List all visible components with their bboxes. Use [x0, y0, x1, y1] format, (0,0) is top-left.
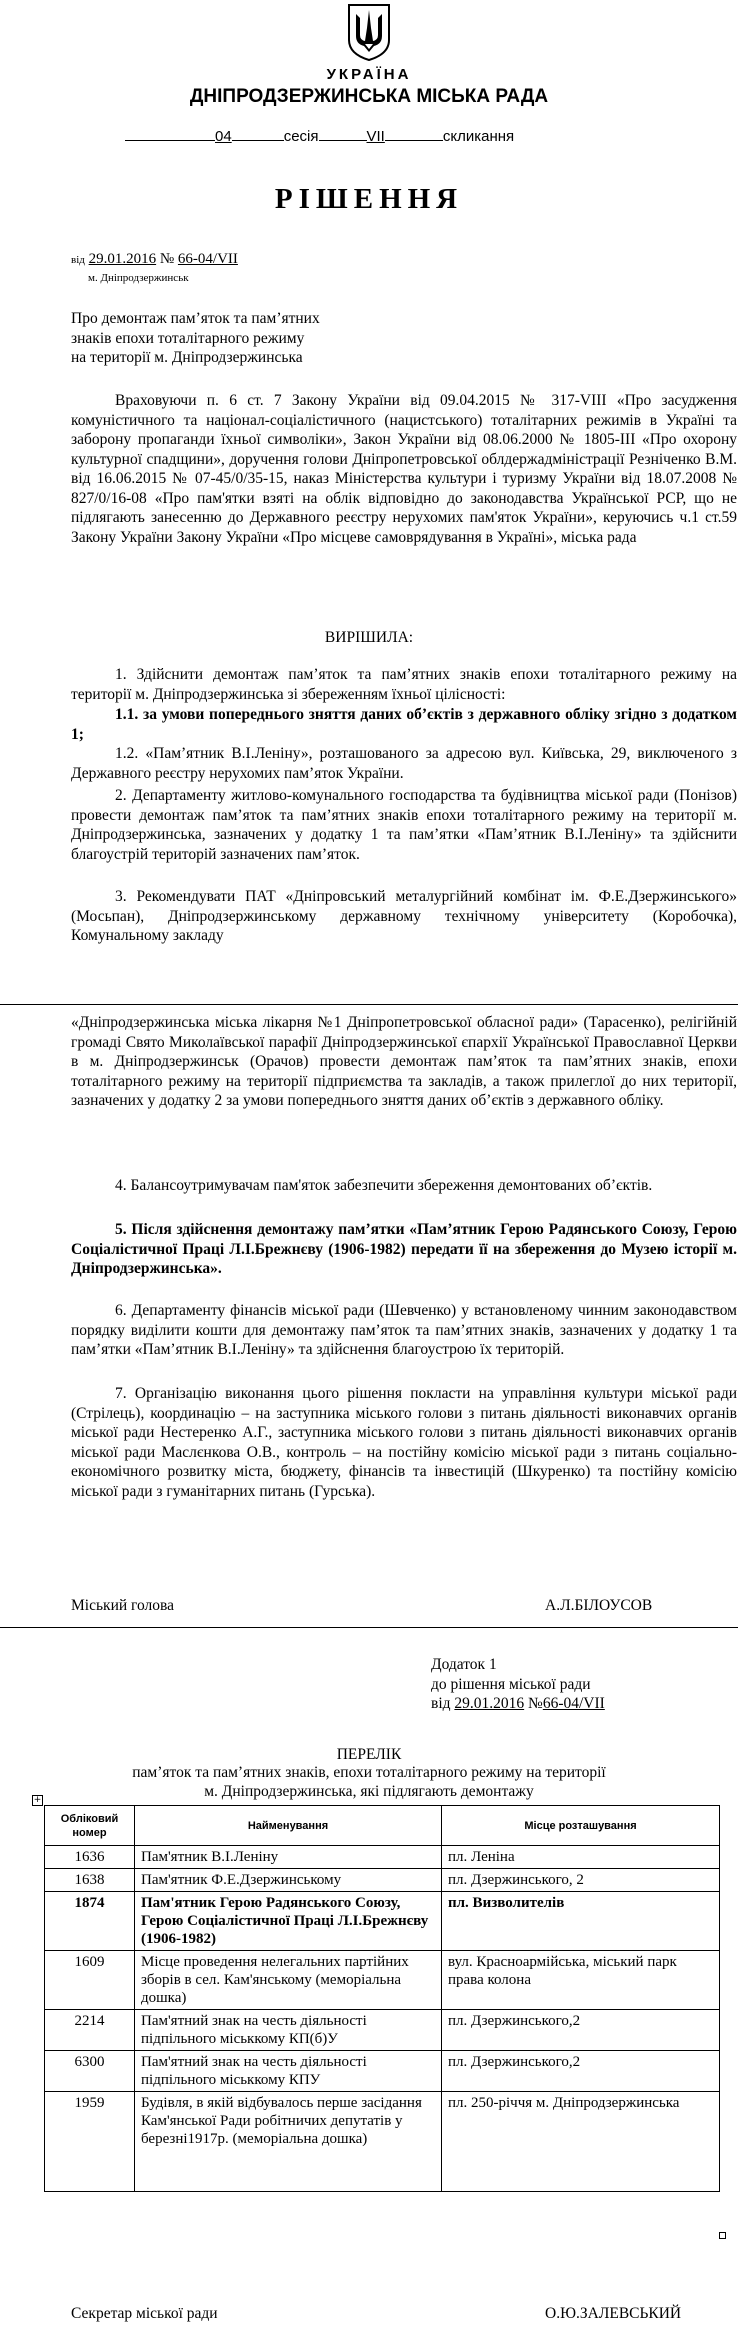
table-row	[45, 1892, 720, 1951]
convocation-number: VII	[366, 128, 385, 145]
convocation-label: скликання	[442, 128, 515, 145]
date-prefix: від	[71, 254, 85, 266]
page-break	[0, 1004, 738, 1005]
item-1: 1. Здійснити демонтаж пам’яток та пам’ятних знаків епохи тоталітарного режиму на території м. Дніпродзержинська зі збереженням їхньої цілісності:	[71, 666, 737, 703]
page-break	[0, 1627, 738, 1628]
annex-number-prefix: №	[528, 1695, 543, 1712]
annex-title: Додаток 1	[431, 1656, 497, 1673]
annex-number: 66-04/VII	[542, 1695, 605, 1712]
monument-location: пл. Дзержинського,2	[442, 2051, 720, 2092]
table-header-row	[45, 1806, 720, 1846]
table-row	[45, 2092, 720, 2192]
table-resize-handle[interactable]	[719, 2232, 726, 2239]
decision-subject	[71, 309, 320, 368]
item-6: 6. Департаменту фінансів міської ради (Шевченко) у встановленому чинним законодавством порядку виділити кошти для демонтажу пам’яток та пам’ятних знаків, зазначених у додатку 1 та пам’ятки «Пам’ятник В.І.Леніну» та здійснення благоустрою їх територій.	[71, 1302, 737, 1358]
monument-location: пл. Леніна	[442, 1846, 720, 1869]
registry-number: 1959	[45, 2092, 135, 2192]
session-label: сесія	[283, 128, 319, 145]
signature-name: А.Л.БІЛОУСОВ	[545, 1597, 653, 1614]
monument-name: Пам'ятник В.І.Леніну	[135, 1846, 442, 1869]
country-title: УКРАЇНА	[326, 66, 412, 83]
registry-number: 2214	[45, 2010, 135, 2051]
annex-date: 29.01.2016	[454, 1695, 525, 1712]
monument-location: вул. Красноармійська, міський парк права колона	[442, 1951, 720, 2010]
monument-location: пл. Дзержинського,2	[442, 2010, 720, 2051]
decision-city: м. Дніпродзержинськ	[88, 272, 189, 284]
subject-line: знаків епохи тоталітарного режиму	[71, 329, 305, 347]
monument-name: Пам'ятник Герою Радянського Союзу, Герою Соціалістичної Праці Л.І.Брежнєву (1906-1982)	[135, 1892, 442, 1951]
table-move-handle[interactable]: +	[33, 1795, 42, 1805]
table-row	[45, 1951, 720, 2010]
coat-of-arms-icon	[346, 2, 392, 62]
item-4: 4. Балансоутримувачам пам'яток забезпечити збереження демонтованих об’єктів.	[115, 1177, 653, 1194]
registry-number: 1609	[45, 1951, 135, 2010]
decision-date-line	[71, 251, 238, 268]
subject-line: Про демонтаж пам’яток та пам’ятних	[71, 310, 320, 327]
item-5: 5. Після здійснення демонтажу пам’ятки «Пам’ятник Герою Радянського Союзу, Герою Соціалістичної Праці Л.І.Брежнєву (1906-1982) передати її на збереження до Музею історії м. Дніпродзержинська».	[71, 1221, 737, 1277]
number-prefix: №	[159, 251, 175, 267]
item-2: 2. Департаменту житлово-комунального господарства та будівництва міської ради (Понізов) провести демонтаж пам’яток та пам’ятних знаків епохи тоталітарного режиму на території м. Дніпродзержинська, зазначених у додатку 1 та пам’ятки «Пам’ятник В.І.Леніну» та здійснити благоустрій територій зазначених пам’яток.	[71, 787, 737, 863]
monument-name: Пам'ятний знак на честь діяльності підпільного міськкому КПУ	[135, 2051, 442, 2092]
annex-header	[431, 1655, 605, 1714]
registry-number: 1636	[45, 1846, 135, 1869]
registry-number: 6300	[45, 2051, 135, 2092]
item-1-2: 1.2. «Пам’ятник В.І.Леніну», розташованого за адресою вул. Київська, 29, виключеного з Державного реєстру нерухомих пам’яток України.	[71, 745, 737, 782]
table-row	[45, 2010, 720, 2051]
item-1-1: 1.1. за умови попереднього зняття даних об’єктів з державного обліку згідно з додатком 1;	[71, 706, 737, 743]
table-row	[45, 2051, 720, 2092]
list-title: ПЕРЕЛІК	[336, 1746, 402, 1763]
list-subtitle: м. Дніпродзержинська, які підлягають демонтажу	[204, 1783, 534, 1800]
preamble: Враховуючи п. 6 ст. 7 Закону України від 09.04.2015 № 317-VIII «Про засудження комуністичного та націонал-соціалістичного (нацистського) тоталітарних режимів в Україні та заборону пропаганди їхньої символіки», Закон України від 08.06.2000 № 1805-ІІІ «Про охорону культурної спадщини», доручення голови Дніпропетровської облдержадміністрації Резніченко В.М. від 16.06.2015 № 07-45/0/35-15, наказ Міністерства культури і туризму України від 18.07.2008 № 827/0/16-08 «Про пам'ятки взяті на облік відповідно до законодавства Української РСР, що не підлягають занесенню до Державного реєстру нерухомих пам'яток України», керуючись ч.1 ст.59 Закону України Закону України «Про місцеве самоврядування в Україні», міська рада	[71, 392, 737, 546]
monuments-table	[44, 1805, 720, 2192]
column-header: Місце розташування	[442, 1806, 720, 1846]
registry-number: 1874	[45, 1892, 135, 1951]
decided-heading: ВИРІШИЛА:	[324, 629, 414, 646]
column-header: Обліковий номер	[45, 1806, 135, 1846]
subject-line: на території м. Дніпродзержинська	[71, 349, 303, 366]
item-3-end: «Дніпродзержинська міська лікарня №1 Дніпропетровської обласної ради» (Тарасенко), релігійній громаді Свято Миколаївської парафії Дніпродзержинської єпархії Української Православної Церкви в м. Дніпродзержинськ (Орачов) провести демонтаж пам’яток та пам’ятних знаків, епохи тоталітарного режиму на території підприємства та закладів, а також прилеглої до них території, зазначених у додатку 2 за умови попереднього зняття даних об’єктів з державного обліку.	[71, 1014, 737, 1109]
annex-ref: до рішення міської ради	[431, 1675, 591, 1693]
session-number: 04	[215, 128, 232, 145]
decision-date: 29.01.2016	[88, 251, 157, 267]
item-7: 7. Організацію виконання цього рішення покласти на управління культури міської ради (Стрілець), координацію – на заступника міського голови з питань діяльності виконавчих органів міської ради Нестеренко А.Г., заступника міського голови з питань діяльності виконавчих органів міської ради Маслєнкова О.В., контроль – на постійну комісію міської ради з питань соціально-економічного розвитку міста, бюджету, фінансів та інвестицій (Шкуренко) та постійну комісію міської ради з гуманітарних питань (Гурська).	[71, 1385, 737, 1500]
annex-date-line	[431, 1694, 605, 1714]
annex-date-prefix: від	[431, 1695, 451, 1712]
page-title: РІШЕННЯ	[274, 183, 464, 215]
session-line	[125, 128, 514, 145]
monument-location: пл. 250-річчя м. Дніпродзержинська	[442, 2092, 720, 2192]
list-subtitle: пам’яток та пам’ятних знаків, епохи тоталітарного режиму на території	[132, 1764, 606, 1781]
item-3-start: 3. Рекомендувати ПАТ «Дніпровський металургійний комбінат ім. Ф.Е.Дзержинського» (Мосьпан), Дніпродзержинському державному технічному університету (Коробочка), Комунальному закладу	[71, 888, 737, 944]
decision-number: 66-04/VII	[177, 251, 238, 267]
monument-name: Будівля, в якій відбувалось перше засідання Кам'янської Ради робітничих депутатів у березні1917р. (меморіальна дошка)	[135, 2092, 442, 2192]
monument-name: Місце проведення нелегальних партійних зборів в сел. Кам'янському (меморіальна дошка)	[135, 1951, 442, 2010]
council-title: ДНІПРОДЗЕРЖИНСЬКА МІСЬКА РАДА	[189, 86, 549, 107]
monument-location: пл. Дзержинського, 2	[442, 1869, 720, 1892]
table-row	[45, 1846, 720, 1869]
column-header: Найменування	[135, 1806, 442, 1846]
monument-name: Пам'ятний знак на честь діяльності підпільного міськкому КП(б)У	[135, 2010, 442, 2051]
table-row	[45, 1869, 720, 1892]
secretary-position: Секретар міської ради	[71, 2305, 218, 2322]
registry-number: 1638	[45, 1869, 135, 1892]
monument-location: пл. Визволителів	[442, 1892, 720, 1951]
secretary-name: О.Ю.ЗАЛЕВСЬКИЙ	[545, 2305, 682, 2322]
monument-name: Пам'ятник Ф.Е.Дзержинському	[135, 1869, 442, 1892]
signature-position: Міський голова	[71, 1597, 175, 1614]
